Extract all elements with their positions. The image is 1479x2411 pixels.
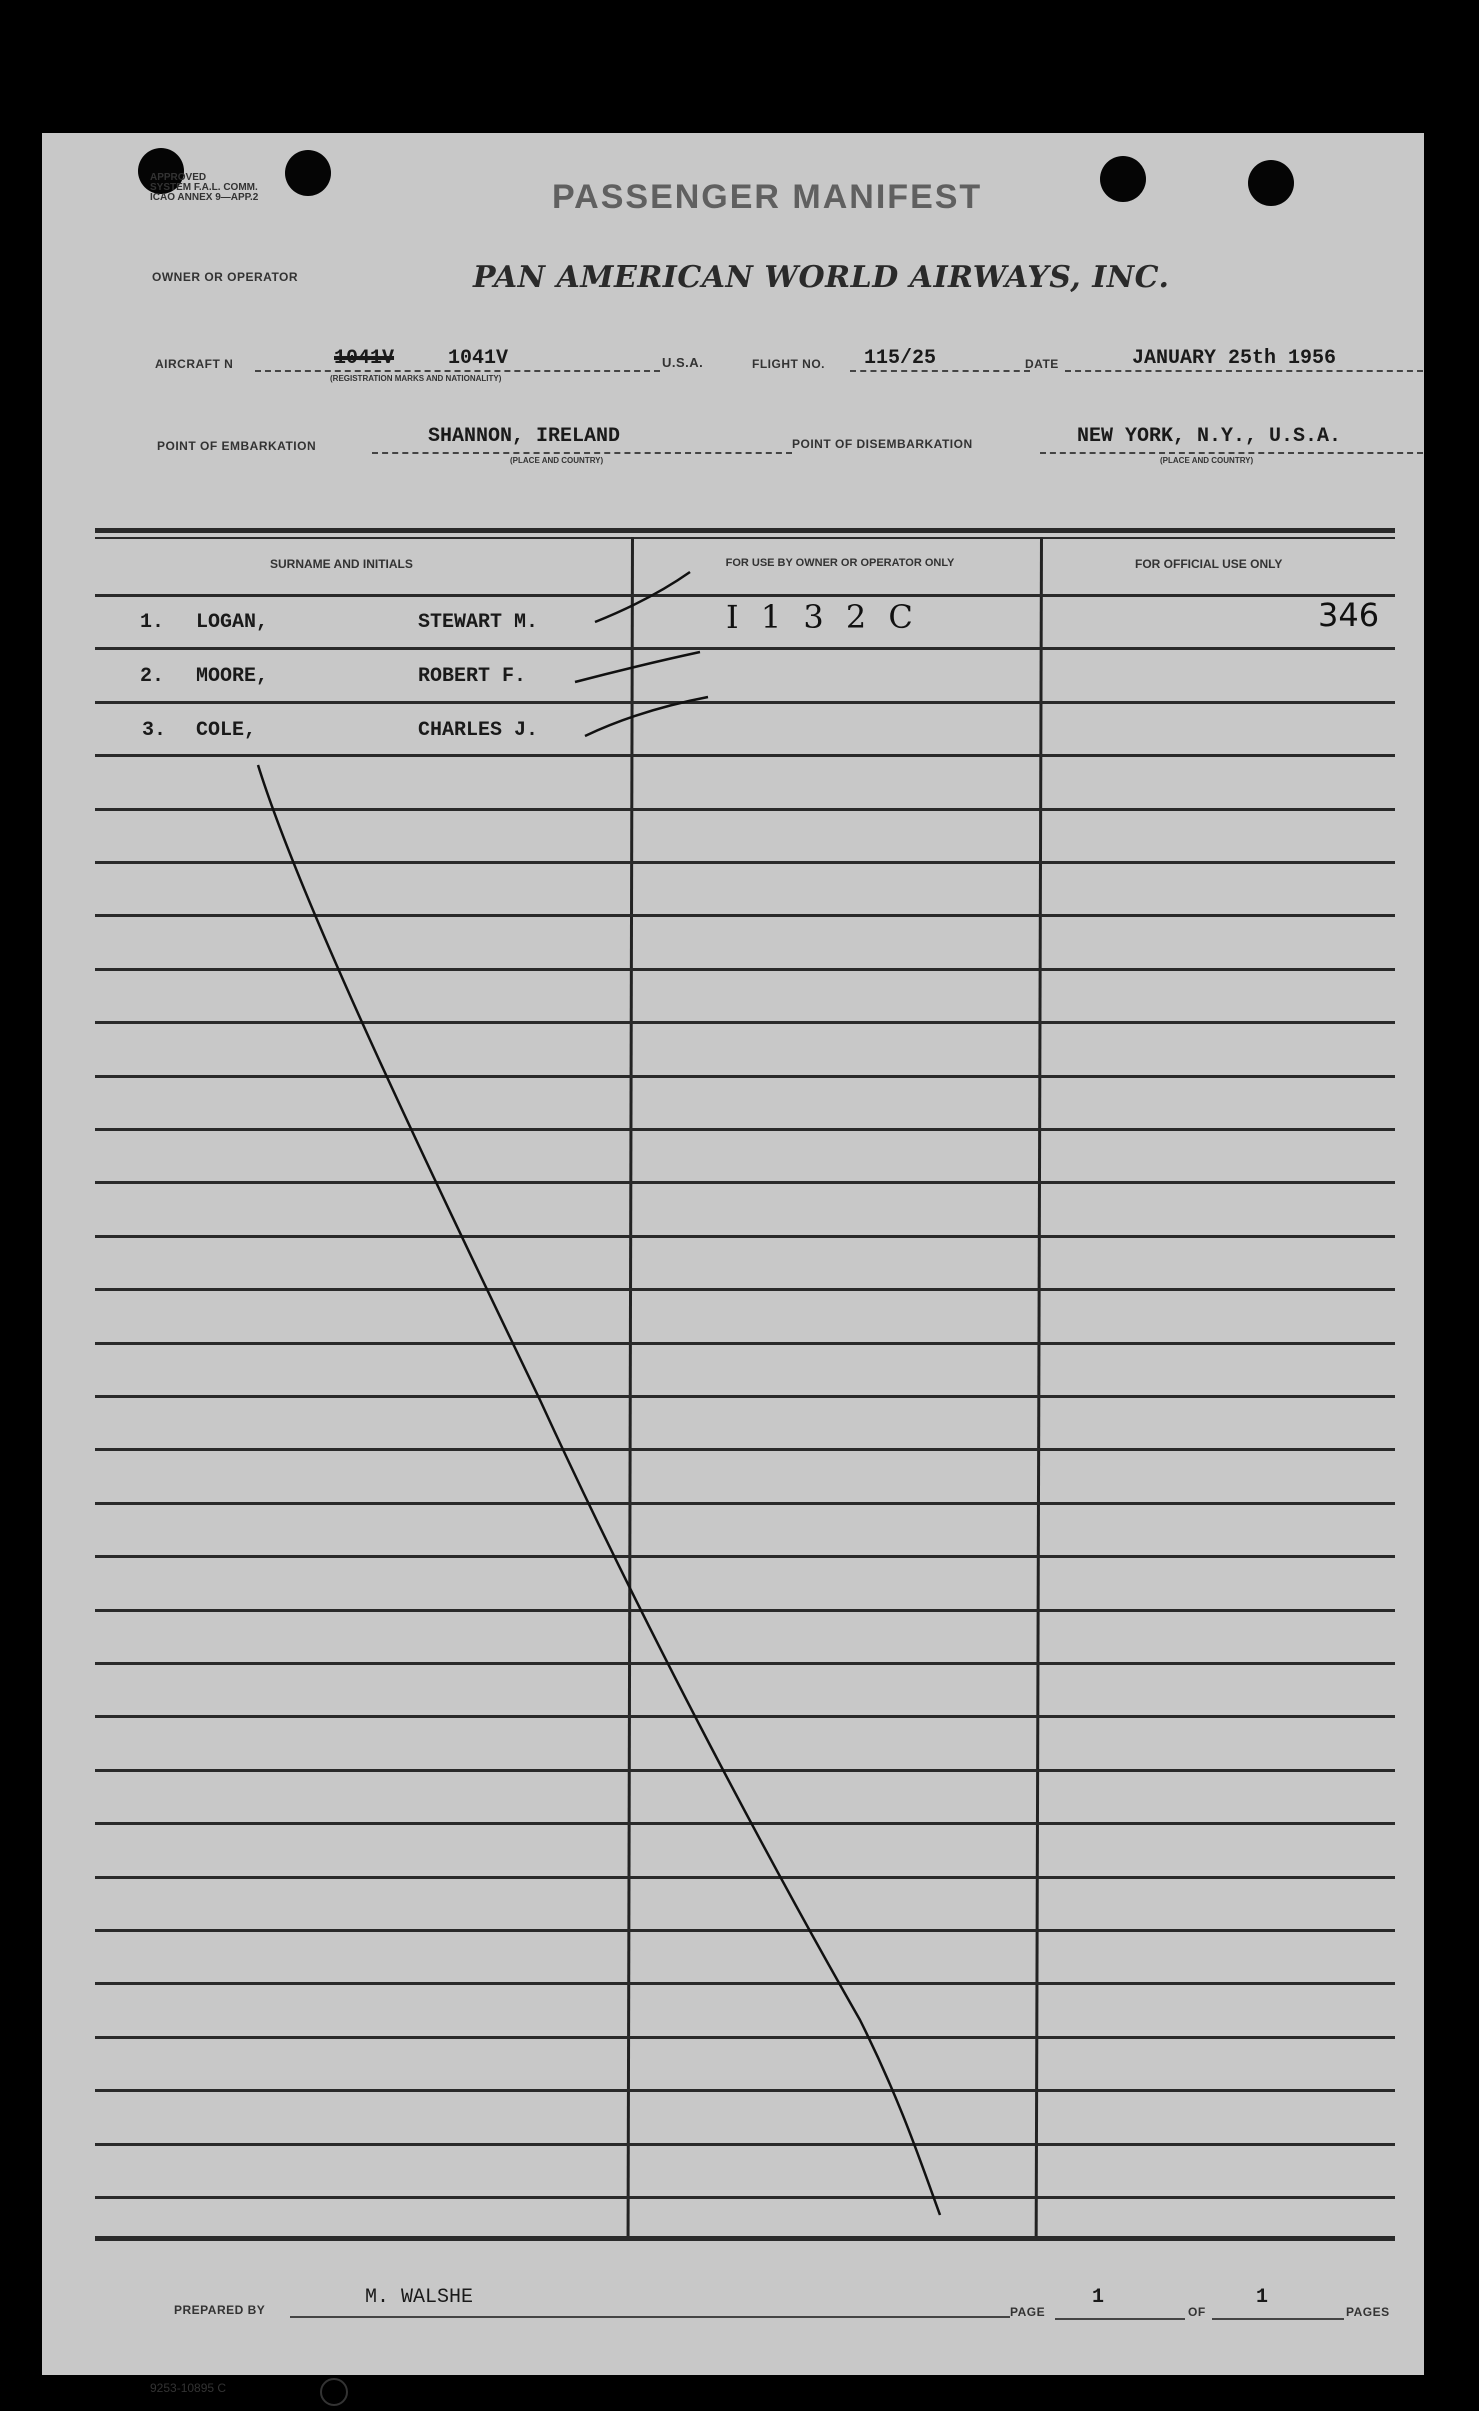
embark-place: SHANNON, IRELAND xyxy=(428,425,621,448)
aircraft-label: AIRCRAFT N xyxy=(155,357,234,371)
form-code: 9253-10895 C xyxy=(150,2381,227,2395)
pen-diagonal-line xyxy=(258,765,940,2215)
total-pages: 1 xyxy=(1256,2286,1269,2309)
embark-sublabel: (PLACE AND COUNTRY) xyxy=(510,456,604,465)
aircraft-struck: 1041V xyxy=(334,347,395,370)
passenger-surname: COLE, xyxy=(196,719,257,742)
disembark-sublabel: (PLACE AND COUNTRY) xyxy=(1160,456,1254,465)
approval-note: APPROVED SYSTEM F.A.L. COMM. ICAO ANNEX 9—APP.2 xyxy=(150,172,259,203)
page-number: 1 xyxy=(1092,2286,1105,2309)
handwritten-operator-note: I 1 3 2 C xyxy=(726,598,919,636)
col-header-owner-use: FOR USE BY OWNER OR OPERATOR ONLY xyxy=(725,557,955,569)
passenger-number: 1. xyxy=(140,611,165,634)
of-underline xyxy=(1212,2318,1344,2320)
flight-label: FLIGHT NO. xyxy=(752,357,825,371)
col-header-surname: SURNAME AND INITIALS xyxy=(270,557,413,571)
pages-label: PAGES xyxy=(1346,2305,1390,2319)
passenger-given-name: STEWART M. xyxy=(418,611,539,634)
handwritten-official-number: 346 xyxy=(1318,596,1380,634)
passenger-number: 2. xyxy=(140,665,165,688)
owner-label: OWNER OR OPERATOR xyxy=(152,270,299,284)
page-label: PAGE xyxy=(1010,2305,1046,2319)
passenger-surname: MOORE, xyxy=(196,665,269,688)
of-label: OF xyxy=(1188,2305,1206,2319)
prepared-by: M. WALSHE xyxy=(365,2286,474,2309)
aircraft-number: 1041V xyxy=(448,347,509,370)
passenger-surname: LOGAN, xyxy=(196,611,269,634)
passenger-number: 3. xyxy=(142,719,167,742)
date-label: DATE xyxy=(1025,357,1059,371)
flight-date: JANUARY 25th 1956 xyxy=(1132,347,1337,370)
disembark-label: POINT OF DISEMBARKATION xyxy=(792,437,973,451)
disembark-place: NEW YORK, N.Y., U.S.A. xyxy=(1077,425,1342,448)
prepared-label: PREPARED BY xyxy=(174,2303,266,2317)
pen-tick xyxy=(595,572,690,622)
passenger-given-name: CHARLES J. xyxy=(418,719,539,742)
page-underline xyxy=(1055,2318,1185,2320)
embark-label: POINT OF EMBARKATION xyxy=(157,439,317,453)
passenger-given-name: ROBERT F. xyxy=(418,665,527,688)
usa-label: U.S.A. xyxy=(662,355,704,370)
operator-name: PAN AMERICAN WORLD AIRWAYS, INC. xyxy=(473,260,1170,295)
col-header-official: FOR OFFICIAL USE ONLY xyxy=(1135,557,1283,571)
aircraft-sublabel: (REGISTRATION MARKS AND NATIONALITY) xyxy=(330,374,502,383)
prepared-underline xyxy=(290,2316,1010,2318)
flight-number: 115/25 xyxy=(864,347,937,370)
union-seal-icon xyxy=(320,2378,348,2406)
pen-tick xyxy=(585,697,708,736)
form-title: PASSENGER MANIFEST xyxy=(552,178,983,216)
pen-tick xyxy=(575,652,700,682)
